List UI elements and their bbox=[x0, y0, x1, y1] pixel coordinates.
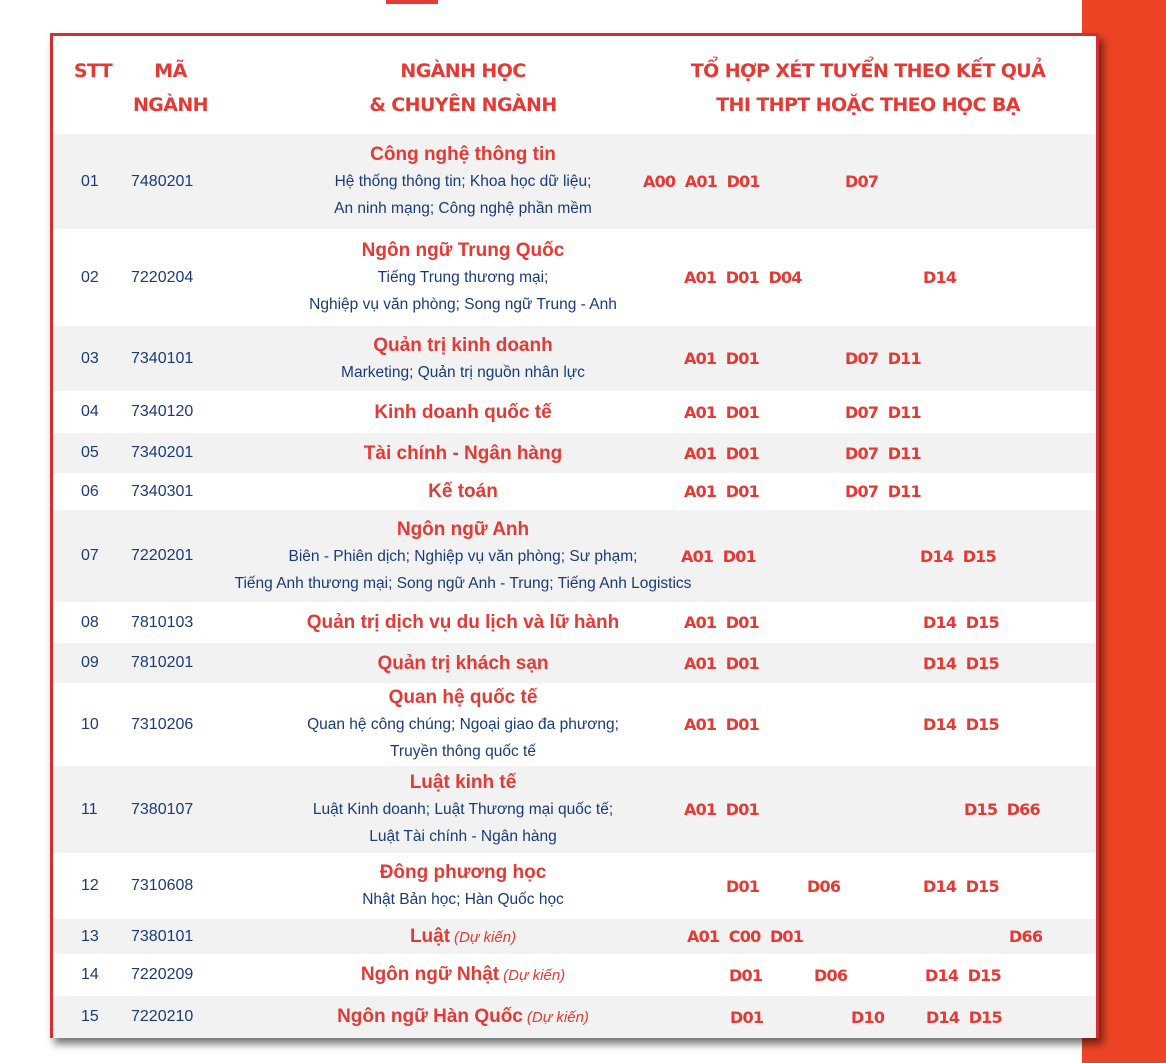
row-stt: 11 bbox=[81, 800, 98, 818]
row-stt: 13 bbox=[81, 927, 99, 945]
major-name-text: Quản trị khách sạn bbox=[377, 652, 549, 674]
row-stt: 07 bbox=[81, 547, 99, 564]
row-stt: 05 bbox=[81, 444, 99, 461]
subject-combinations: D14 bbox=[923, 268, 957, 287]
row-stt: 15 bbox=[81, 1008, 99, 1025]
major-note: (Dự kiến) bbox=[503, 967, 566, 984]
row-ma-nganh: 7220210 bbox=[131, 1008, 194, 1025]
table-row bbox=[53, 229, 1096, 326]
row-major bbox=[208, 510, 718, 602]
major-specialization: Hệ thống thông tin; Khoa học dữ liệu; bbox=[334, 173, 592, 190]
row-major bbox=[208, 134, 718, 229]
subject-combinations: D14 D15 bbox=[926, 1007, 1002, 1027]
row-ma-nganh: 7310206 bbox=[131, 715, 194, 733]
row-ma-nganh: 7220204 bbox=[131, 268, 194, 286]
subject-combinations: A01 D01 bbox=[684, 715, 759, 734]
header-ma-line1: MÃ bbox=[154, 60, 187, 82]
major-specialization: Tiếng Trung thương mại; bbox=[377, 269, 549, 286]
major-specialization: Marketing; Quản trị nguồn nhân lực bbox=[341, 363, 585, 381]
row-major bbox=[208, 391, 718, 433]
major-name-text: Công nghệ thông tin bbox=[370, 144, 556, 165]
row-major bbox=[208, 602, 718, 643]
subject-combinations: D14 D15 bbox=[920, 546, 996, 566]
major-name-text: Luật kinh tế bbox=[409, 772, 517, 793]
row-major bbox=[208, 683, 718, 766]
row-ma-nganh: 7380101 bbox=[131, 927, 194, 945]
row-ma-nganh: 7340120 bbox=[131, 403, 194, 420]
major-name-text: Kế toán bbox=[428, 481, 498, 502]
major-specialization: Tiếng Anh thương mại; Song ngữ Anh - Trung; Tiếng Anh Logistics bbox=[234, 574, 692, 592]
major-note: (Dự kiến) bbox=[526, 1009, 589, 1026]
row-major bbox=[208, 996, 718, 1038]
table-row bbox=[53, 326, 1096, 391]
subject-combinations: A01 D01 bbox=[684, 482, 759, 501]
major-name bbox=[362, 237, 565, 264]
header-nganh-line2: & CHUYÊN NGÀNH bbox=[369, 94, 557, 116]
subject-combinations: A00 A01 D01 bbox=[643, 172, 760, 191]
major-name bbox=[364, 440, 562, 467]
subject-combinations: D07 D11 bbox=[845, 402, 921, 422]
header-tohop-line2: THI THPT HOẶC THEO HỌC BẠ bbox=[716, 94, 1020, 116]
major-note: (Dự kiến) bbox=[454, 928, 517, 946]
major-name bbox=[361, 961, 565, 989]
row-major bbox=[208, 473, 718, 510]
major-name-text: Ngôn ngữ Hàn Quốc bbox=[337, 1006, 523, 1027]
top-red-dash bbox=[386, 0, 438, 4]
row-ma-nganh: 7340101 bbox=[131, 349, 194, 367]
major-name bbox=[337, 1003, 589, 1031]
table-header bbox=[53, 36, 1096, 134]
subject-combinations: D14 D15 bbox=[923, 876, 999, 896]
major-specialization: Nghiệp vụ văn phòng; Song ngữ Trung - Anh bbox=[309, 296, 617, 313]
row-major bbox=[208, 229, 718, 326]
header-ma-line2: NGÀNH bbox=[132, 94, 208, 116]
major-name bbox=[380, 859, 547, 886]
row-stt: 10 bbox=[81, 715, 99, 733]
subject-combinations: D14 D15 bbox=[923, 613, 999, 632]
subject-combinations: D07 D11 bbox=[845, 482, 921, 501]
major-name-text: Quản trị dịch vụ du lịch và lữ hành bbox=[306, 612, 620, 633]
major-name-text: Ngôn ngữ Nhật bbox=[360, 964, 500, 985]
major-name bbox=[377, 650, 548, 677]
subject-combinations: A01 D01 bbox=[681, 546, 756, 566]
major-name-text: Đông phương học bbox=[379, 862, 547, 883]
subject-combinations: D10 bbox=[851, 1007, 885, 1027]
major-name-text: Tài chính - Ngân hàng bbox=[363, 442, 563, 464]
subject-combinations: D07 D11 bbox=[845, 443, 921, 463]
subject-combinations: D07 bbox=[845, 172, 879, 191]
row-major bbox=[208, 433, 718, 473]
major-specialization: Luật Kinh doanh; Luật Thương mại quốc tế; bbox=[312, 801, 614, 818]
table-row bbox=[53, 433, 1096, 473]
row-ma-nganh: 7810201 bbox=[131, 654, 194, 671]
subject-combinations: D01 bbox=[726, 876, 760, 896]
major-specialization: Luật Tài chính - Ngân hàng bbox=[369, 828, 557, 845]
row-ma-nganh: 7220201 bbox=[131, 547, 194, 564]
subject-combinations: D66 bbox=[1009, 927, 1043, 946]
subject-combinations: A01 D01 D04 bbox=[684, 268, 802, 287]
row-stt: 02 bbox=[81, 268, 99, 286]
major-specialization: Biên - Phiên dịch; Nghiệp vụ văn phòng; Sư phạm; bbox=[288, 547, 638, 565]
header-stt: STT bbox=[73, 60, 113, 82]
subject-combinations: D15 D66 bbox=[964, 800, 1040, 819]
header-nganh-hoc bbox=[263, 54, 663, 122]
row-major bbox=[208, 853, 718, 919]
table-row bbox=[53, 510, 1096, 602]
subject-combinations: A01 D01 bbox=[684, 349, 759, 368]
major-name bbox=[397, 516, 529, 543]
major-name-text: Quan hệ quốc tế bbox=[388, 687, 538, 708]
major-name bbox=[428, 478, 498, 505]
subject-combinations: D01 bbox=[729, 965, 763, 985]
table-row bbox=[53, 996, 1096, 1038]
row-stt: 12 bbox=[81, 877, 99, 894]
row-stt: 01 bbox=[81, 172, 99, 190]
major-name-text: Quản trị kinh doanh bbox=[373, 334, 553, 356]
row-ma-nganh: 7340201 bbox=[131, 444, 194, 461]
row-ma-nganh: 7810103 bbox=[131, 613, 194, 631]
table-row bbox=[53, 473, 1096, 510]
major-specialization: Nhật Bản học; Hàn Quốc học bbox=[362, 891, 564, 908]
major-name bbox=[373, 332, 552, 359]
major-name-text: Luật bbox=[409, 925, 451, 947]
table-row bbox=[53, 954, 1096, 996]
row-major bbox=[208, 326, 718, 391]
row-stt: 09 bbox=[81, 654, 99, 671]
header-to-hop bbox=[663, 54, 1073, 122]
major-specialization: Quan hệ công chúng; Ngoại giao đa phương; bbox=[307, 716, 619, 733]
table-row bbox=[53, 853, 1096, 919]
subject-combinations: D14 D15 bbox=[923, 715, 999, 734]
major-name bbox=[374, 399, 551, 426]
major-name bbox=[307, 609, 620, 636]
major-name-text: Ngôn ngữ Trung Quốc bbox=[361, 240, 565, 261]
table-row bbox=[53, 919, 1096, 954]
row-ma-nganh: 7220209 bbox=[131, 966, 194, 983]
subject-combinations: D01 bbox=[730, 1007, 764, 1027]
row-major bbox=[208, 766, 718, 853]
table-row bbox=[53, 602, 1096, 643]
row-major bbox=[208, 954, 718, 996]
major-specialization: An ninh mạng; Công nghệ phần mềm bbox=[334, 200, 592, 217]
admission-table bbox=[50, 33, 1099, 1038]
subject-combinations: D06 bbox=[807, 876, 841, 896]
row-ma-nganh: 7340301 bbox=[131, 482, 194, 500]
header-nganh-line1: NGÀNH HỌC bbox=[400, 60, 526, 82]
row-major bbox=[208, 919, 718, 954]
subject-combinations: D14 D15 bbox=[925, 965, 1001, 985]
header-ma-nganh bbox=[123, 54, 218, 122]
major-name bbox=[410, 769, 517, 796]
subject-combinations: A01 D01 bbox=[684, 800, 759, 819]
subject-combinations: A01 D01 bbox=[684, 402, 759, 422]
subject-combinations: A01 D01 bbox=[684, 443, 759, 463]
row-stt: 06 bbox=[81, 482, 99, 500]
row-stt: 03 bbox=[81, 349, 99, 367]
row-stt: 04 bbox=[81, 403, 99, 420]
table-row bbox=[53, 134, 1096, 229]
major-name-text: Kinh doanh quốc tế bbox=[374, 401, 552, 423]
subject-combinations: A01 D01 bbox=[684, 613, 759, 632]
row-major bbox=[208, 643, 718, 683]
subject-combinations: D14 D15 bbox=[923, 653, 999, 673]
subject-combinations: A01 D01 bbox=[684, 653, 759, 673]
table-row bbox=[53, 683, 1096, 766]
row-ma-nganh: 7480201 bbox=[131, 172, 194, 190]
row-stt: 14 bbox=[81, 966, 99, 983]
major-name-text: Ngôn ngữ Anh bbox=[396, 518, 530, 540]
row-ma-nganh: 7310608 bbox=[131, 877, 194, 894]
major-name bbox=[370, 141, 556, 168]
major-name bbox=[389, 684, 538, 711]
table-row bbox=[53, 391, 1096, 433]
row-ma-nganh: 7380107 bbox=[131, 800, 194, 818]
major-specialization: Truyền thông quốc tế bbox=[390, 743, 536, 760]
major-name bbox=[410, 923, 516, 951]
table-row bbox=[53, 643, 1096, 683]
table-row bbox=[53, 766, 1096, 853]
subject-combinations: D07 D11 bbox=[845, 349, 921, 368]
row-stt: 08 bbox=[81, 613, 99, 631]
subject-combinations: D06 bbox=[814, 965, 848, 985]
subject-combinations: A01 C00 D01 bbox=[687, 927, 804, 946]
header-tohop-line1: TỔ HỢP XÉT TUYỂN THEO KẾT QUẢ bbox=[690, 60, 1046, 82]
